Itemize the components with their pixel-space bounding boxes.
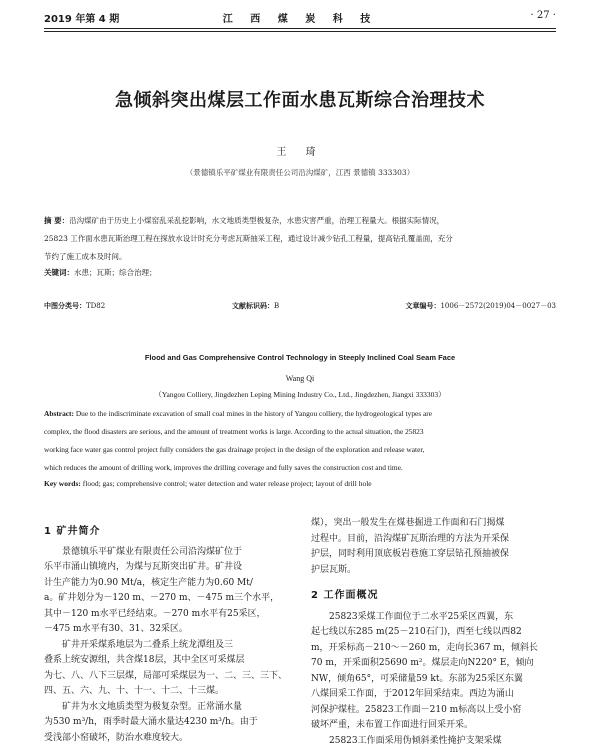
- author-name: 王 琦: [276, 147, 324, 158]
- paragraph-line: 河保护煤柱。25823工作面－210 m标高以上受小窑: [311, 704, 522, 715]
- page-number: · 27 ·: [530, 10, 556, 21]
- paragraph-line: 护层瓦斯。: [311, 564, 357, 575]
- section-heading-2: 2 工作面概况: [311, 590, 379, 601]
- abstract-en-label: Abstract:: [44, 409, 74, 418]
- abstract-en-line: complex, the flood disasters are serious, and the amount of treatment works is large. According to the actual situation, the 25823: [44, 427, 424, 436]
- abstract-en-line: Abstract: Due to the indiscriminate excavation of small coal mines in the history of Yangou colliery, the hydrogeological types are: [44, 409, 433, 418]
- paragraph-line: NW，倾角65°，可采储量59 kt。东部为25采区东翼: [311, 673, 523, 684]
- english-title: Flood and Gas Comprehensive Control Technology in Steeply Inclined Coal Seam Face: [144, 353, 456, 362]
- abstract-en: [44, 405, 556, 477]
- keywords-text: 水患；瓦斯；综合治理；: [74, 268, 157, 277]
- body-right-column: [311, 516, 556, 746]
- abstract-zh: [44, 212, 556, 266]
- paragraph-line: 矿井为水文地质类型为极复杂型。正常涌水量: [62, 701, 243, 712]
- keywords-en: [44, 479, 372, 488]
- keywords-label: 关键词：: [44, 268, 74, 277]
- header-rule-bottom: [44, 31, 556, 32]
- paragraph-line: －475 m水平有30、31、32采区。: [44, 624, 188, 634]
- article-number: 文章编号：1006－2572(2019)04－0027－03: [405, 302, 556, 310]
- issue-label: 2019 年第 4 期: [44, 14, 120, 25]
- english-affiliation: （Yangou Colliery, Jingdezhen Leping Mining Industry Co., Ltd., Jingdezhen, Jiangxi 333303）: [154, 390, 446, 399]
- paragraph-line: m，开采标高－210～－260 m，走向长367 m，倾斜长: [311, 642, 538, 653]
- body-left-column: [44, 524, 294, 746]
- paragraph-line: 四、五、六、九、十、十一、十二、十三煤。: [44, 686, 225, 696]
- paragraph-line: 为七、八、八下三层煤，局部可采煤层为一、二、三、三下、: [44, 670, 288, 681]
- abstract-label: 摘 要：: [44, 216, 70, 225]
- paragraph-line: 70 m，开采面积25690 m²。煤层走向N220° E，倾向: [311, 658, 534, 668]
- abstract-line: 25823 工作面水患瓦斯治理工程在探放水设计时充分考虑瓦斯抽采工程，通过设计减少钻孔工程量，提高钻孔覆盖面，充分: [44, 234, 453, 243]
- english-author: Wang Qi: [285, 374, 315, 383]
- paragraph-line: 过程中。目前，沿沟煤矿瓦斯治理的方法为开采保: [311, 533, 510, 544]
- paragraph-line: 25823采煤工作面位于二水平25采区西翼，东: [329, 611, 514, 622]
- abstract-line: 节约了施工成本及时间。: [44, 252, 127, 261]
- paragraph-line: 其中－120 m水平已经结束。－270 m水平有25采区，: [44, 608, 266, 619]
- paragraph-line: a。矿井划分为－120 m、－270 m、－475 m三个水平，: [44, 593, 280, 603]
- header-rule-top: [44, 28, 556, 29]
- paragraph-line: 煤），突出一般发生在煤巷掘进工作面和石门揭煤: [311, 518, 505, 528]
- paragraph-line: 八煤回采工作面，于2012年回采结束。西边为涌山: [311, 689, 514, 699]
- paper-title: 急倾斜突出煤层工作面水患瓦斯综合治理技术: [115, 90, 485, 111]
- classification-row: [44, 301, 556, 313]
- abstract-line: 摘 要：沿沟煤矿由于历史上小煤窑乱采乱挖影响，水文地质类型极复杂，水患灾害严重，治理工程量大。根据实际情况，: [44, 216, 445, 225]
- abstract-en-line: which reduces the amount of drilling work, improves the drilling coverage and fully saves the construction cost and time.: [44, 463, 403, 472]
- paragraph-line: 景德镇乐平矿煤业有限责任公司沿沟煤矿位于: [62, 546, 243, 557]
- author-affiliation: （景德镇乐平矿煤业有限责任公司沿沟煤矿，江西 景德镇 333303）: [185, 168, 415, 177]
- paragraph-line: 25823工作面采用伪倾斜柔性掩护支架采煤: [329, 735, 502, 746]
- keywords-en-text: flood; gas; comprehensive control; water detection and water release project; layout of drill hole: [80, 479, 372, 488]
- paragraph-line: 护层，同时利用顶底板岩巷施工穿层钻孔预抽被保: [311, 549, 510, 559]
- paragraph-line: 计生产能力为0.90 Mt/a，核定生产能力为0.60 Mt/: [44, 577, 253, 588]
- running-header: [44, 10, 556, 26]
- keywords-en-label: Key words:: [44, 479, 81, 488]
- document-code: 文献标识码：B: [232, 302, 280, 310]
- journal-name: 江 西 煤 炭 科 技: [222, 14, 378, 25]
- section-heading-1: 1 矿井简介: [44, 526, 101, 537]
- paragraph-line: 乐平市涌山镇境内，为煤与瓦斯突出矿井。矿井设: [44, 562, 243, 572]
- paragraph-line: 起七线以东285 m(25－210石门)，西至七线以西82: [311, 627, 522, 637]
- paragraph-line: 破坏严重，未布置工作面进行回采开采。: [311, 720, 474, 730]
- paragraph-line: 叠系上统安源组，共含煤18层，其中全区可采煤层: [44, 655, 245, 665]
- paragraph-line: 受浅部小窑破坏，防治水难度较大。: [44, 732, 189, 743]
- keywords-zh: [44, 267, 157, 278]
- clc-number: 中图分类号：TD82: [44, 302, 106, 310]
- abstract-en-line: working face water gas control project fully considers the gas drainage project in the design of the exploration and release water,: [44, 445, 425, 454]
- paragraph-line: 矿井开采煤系地层为二叠系上统龙潭组及三: [62, 639, 234, 650]
- paragraph-line: 为530 m³/h，雨季时最大涌水量达4230 m³/h。由于: [44, 717, 258, 727]
